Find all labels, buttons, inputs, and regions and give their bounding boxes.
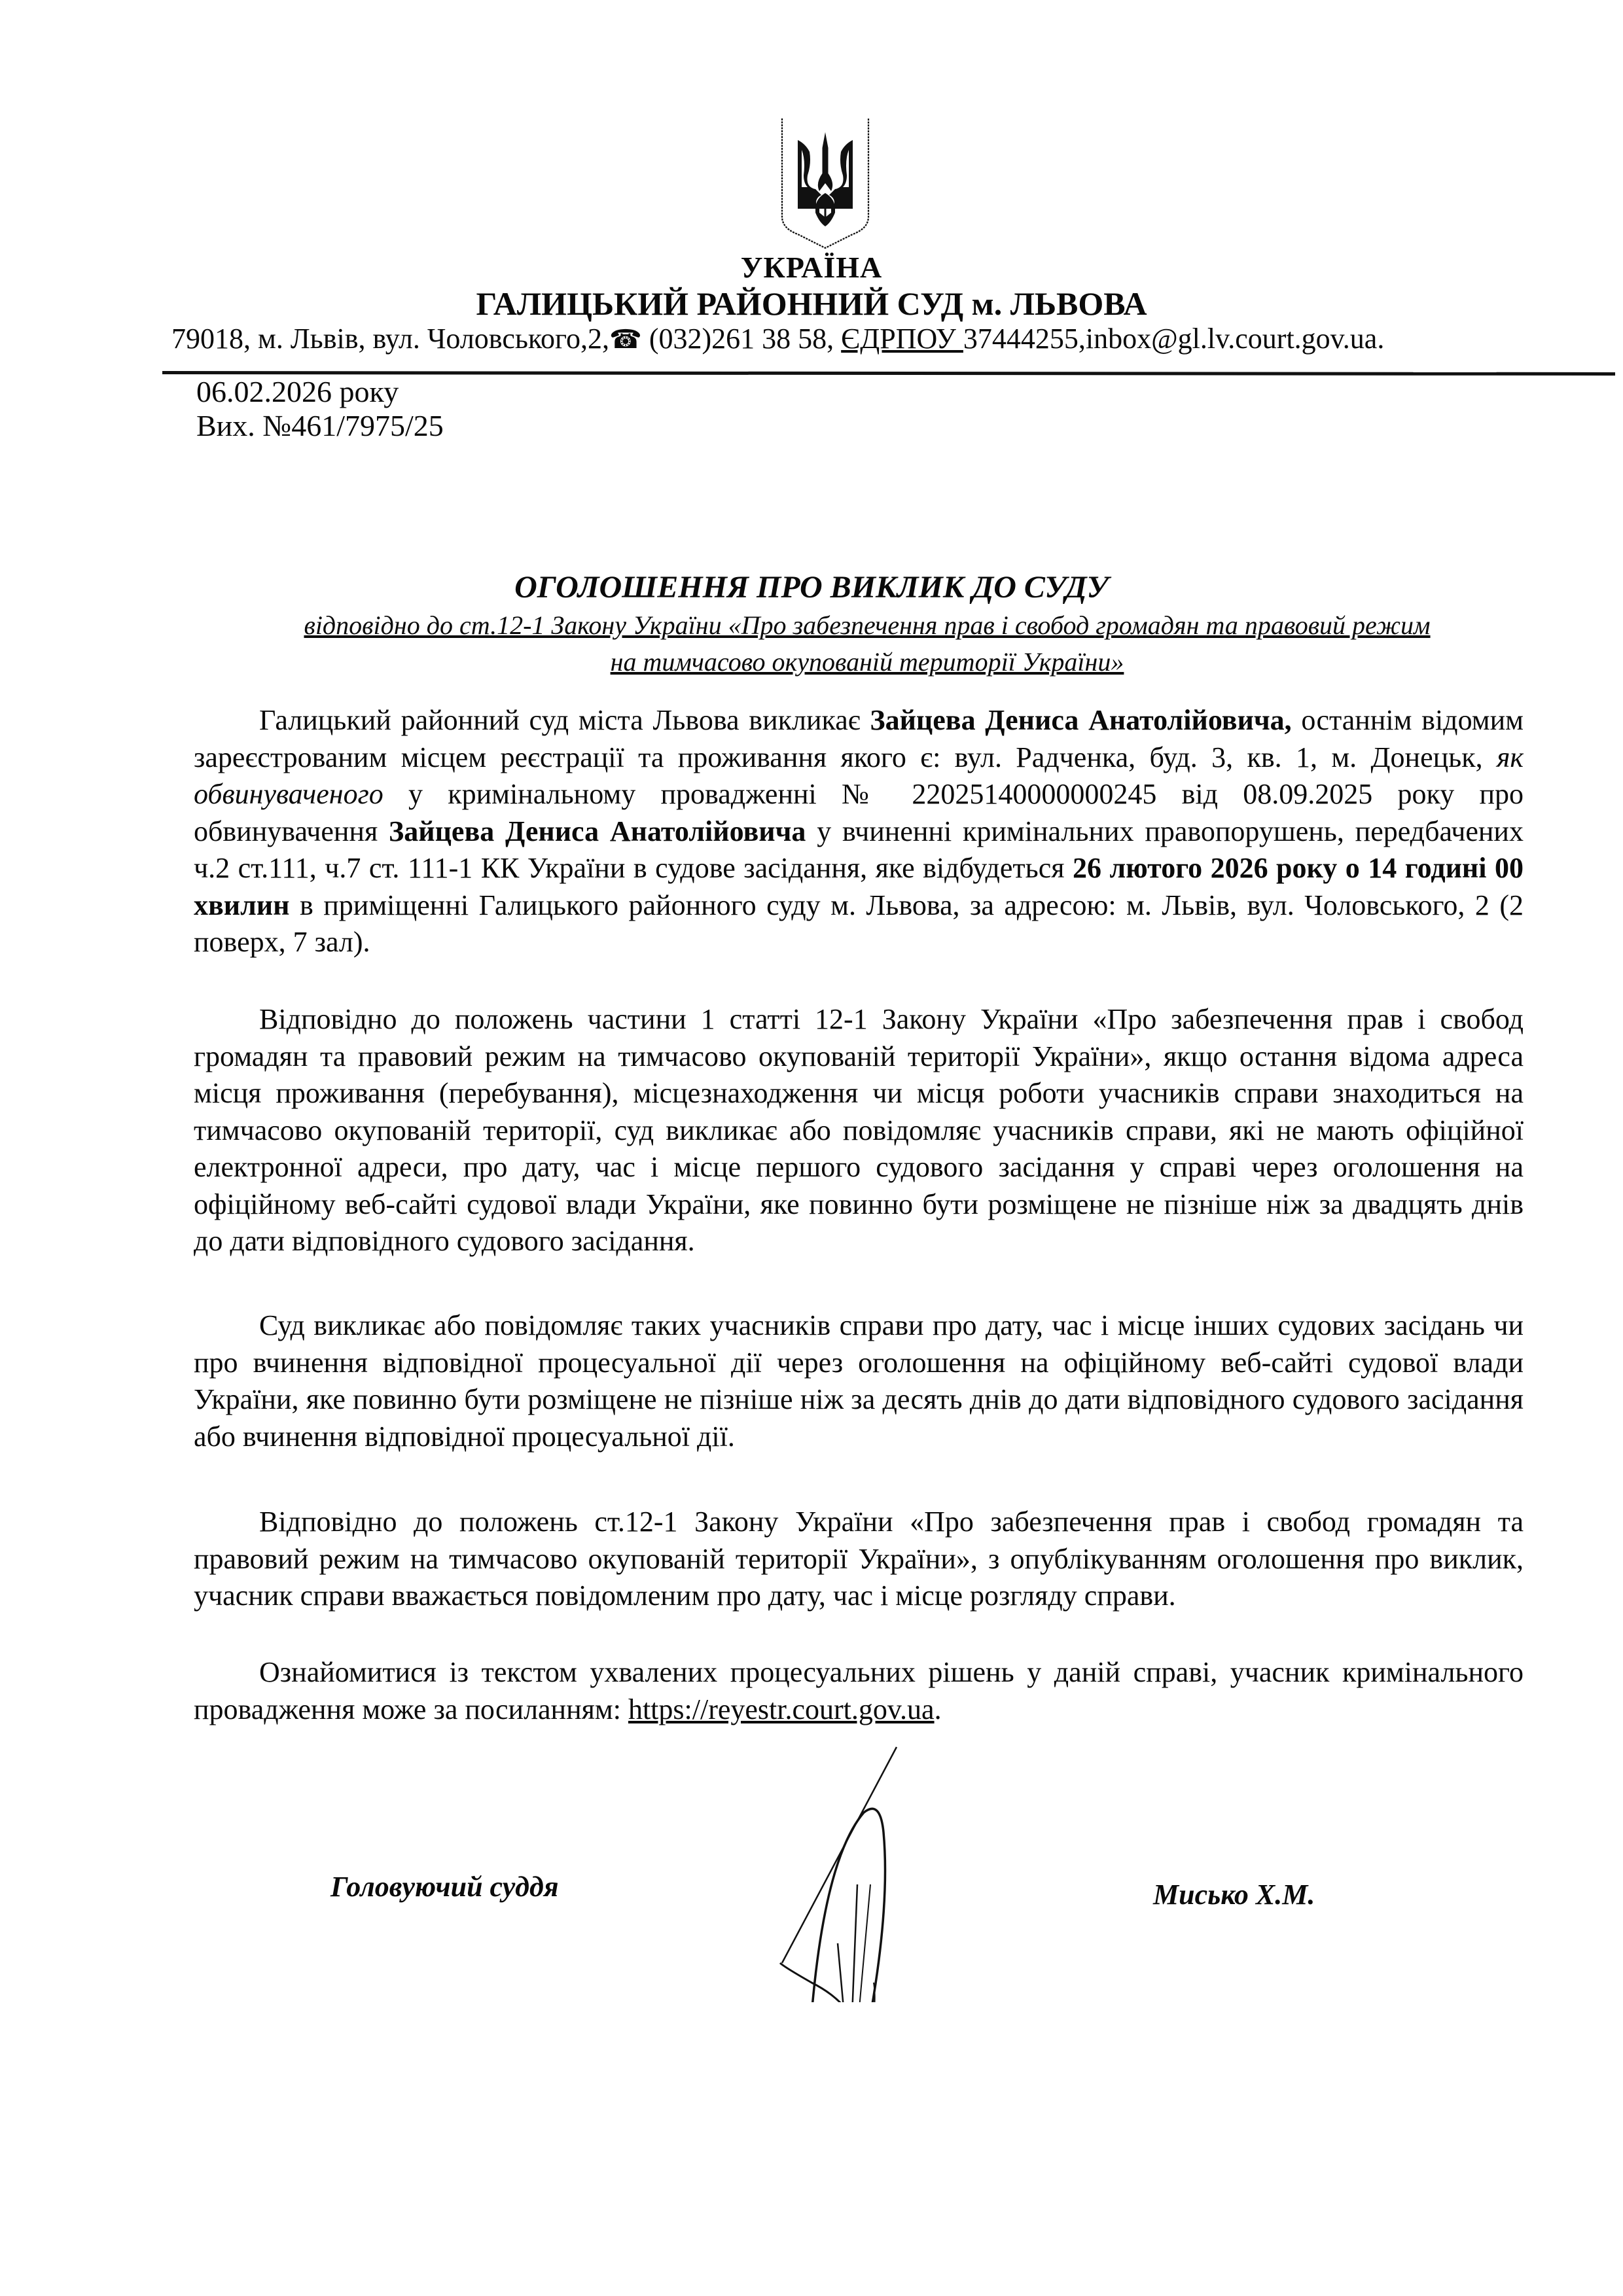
paragraph-law-first-hearing bbox=[194, 1001, 1524, 1260]
edrpou-label: ЄДРПОУ bbox=[841, 323, 963, 355]
defendant-name: Зайцева Дениса Анатолійовича bbox=[389, 815, 806, 847]
handwritten-signature-icon bbox=[740, 1727, 975, 2002]
paragraph-text: Ознайомитися із текстом ухвалених процесуальних рішень у даній справі, учасник кримінального провадження може за посиланням: bbox=[194, 1656, 1524, 1725]
hearing-datetime: 26 лютого 2026 року о 14 годині 00 хвилин bbox=[194, 852, 1524, 921]
notice-subtitle-line-2: на тимчасово окупованій території України» bbox=[610, 647, 1124, 677]
summons-text: в приміщенні Галицького районного суду м. Львова, за адресою: м. Львів, вул. Чоловського, 2 (2 поверх, 7 зал). bbox=[194, 889, 1524, 958]
outgoing-number: Вих. №461/7975/25 bbox=[196, 409, 444, 442]
defendant-name: Зайцева Дениса Анатолійовича, bbox=[870, 704, 1292, 736]
paragraph-law-other-hearings bbox=[194, 1307, 1524, 1455]
presiding-judge-label: Головуючий суддя bbox=[330, 1871, 559, 1903]
notice-subtitle-line-1: відповідно до ст.12-1 Закону України «Про забезпечення прав і свобод громадян та правовий режим bbox=[304, 610, 1431, 640]
summons-text: останнім відомим зареєстрованим місцем реєстрації та проживання якого є: вул. Радченка, буд. 3, кв. 1, м. Донецьк, bbox=[194, 704, 1524, 773]
court-registry-link[interactable]: https://reyestr.court.gov.ua bbox=[628, 1693, 935, 1725]
phone-icon: ☎ bbox=[609, 325, 642, 354]
summons-text: у вчиненні кримінальних правопорушень, передбачених ч.2 ст.111, ч.7 ст. 111-1 КК України в судове засідання, яке відбудеться bbox=[194, 815, 1524, 884]
judge-name: Мисько Х.М. bbox=[1153, 1879, 1315, 1911]
paragraph-text: Суд викликає або повідомляє таких учасників справи про дату, час і місце інших судових засідань чи про вчинення відповідної процесуальної дії через оголошення на офіційному веб-сайті судової влади України, яке повинно бути розміщене не пізніше ніж за десять днів до дати відповідного судового засідання або вчинення відповідної процесуальної дії. bbox=[194, 1309, 1524, 1453]
summons-text: у кримінальному провадженні № 22025140000000245 від 08.09.2025 року про обвинувачення bbox=[194, 778, 1524, 847]
paragraph-text: Відповідно до положень ст.12-1 Закону України «Про забезпечення прав і свобод громадян та правовий режим на тимчасово окупованій території України», з опублікуванням оголошення про виклик, учасник справи вважається повідомленим про дату, час і місце розгляду справи. bbox=[194, 1506, 1524, 1612]
notice-subtitle bbox=[206, 607, 1528, 680]
paragraph-text: Відповідно до положень частини 1 статті 12-1 Закону України «Про забезпечення прав і свобод громадян та правовий режим на тимчасово окупованій території України», якщо остання відома адреса місця проживання (перебування), місцезнаходження чи місця роботи учасників справи знаходиться на тимчасово окупованій території, суд викликає або повідомляє учасників справи, які не мають офіційної електронної адреси, про дату, час і місце першого судового засідання у справі через оголошення на офіційному веб-сайті судової влади України, яке повинно бути розміщене не пізніше ніж за двадцять днів до дати відповідного судового засідання. bbox=[194, 1003, 1524, 1257]
paragraph-registry-link bbox=[194, 1654, 1524, 1728]
paragraph-notification-effect bbox=[194, 1504, 1524, 1615]
country-heading: УКРАЇНА bbox=[740, 251, 883, 284]
paragraph-summons bbox=[194, 702, 1524, 961]
paragraph-text: . bbox=[934, 1693, 942, 1725]
court-name-heading: ГАЛИЦЬКИЙ РАЙОННИЙ СУД м. ЛЬВОВА bbox=[476, 285, 1147, 322]
summons-text: Галицький районний суд міста Львова викликає bbox=[259, 704, 870, 736]
court-address: 79018, м. Львів, вул. Чоловського,2, bbox=[171, 323, 610, 355]
document-date: 06.02.2026 року bbox=[196, 375, 399, 408]
edrpou-email: 37444255,inbox@gl.lv.court.gov.ua. bbox=[963, 323, 1385, 355]
defendant-role: як обвинуваченого bbox=[194, 741, 1524, 810]
court-phone: (032)261 38 58, bbox=[641, 323, 842, 355]
court-contact-line bbox=[171, 322, 1384, 355]
notice-title: ОГОЛОШЕННЯ ПРО ВИКЛИК ДО СУДУ bbox=[514, 570, 1109, 605]
trident-emblem-icon bbox=[776, 115, 874, 252]
